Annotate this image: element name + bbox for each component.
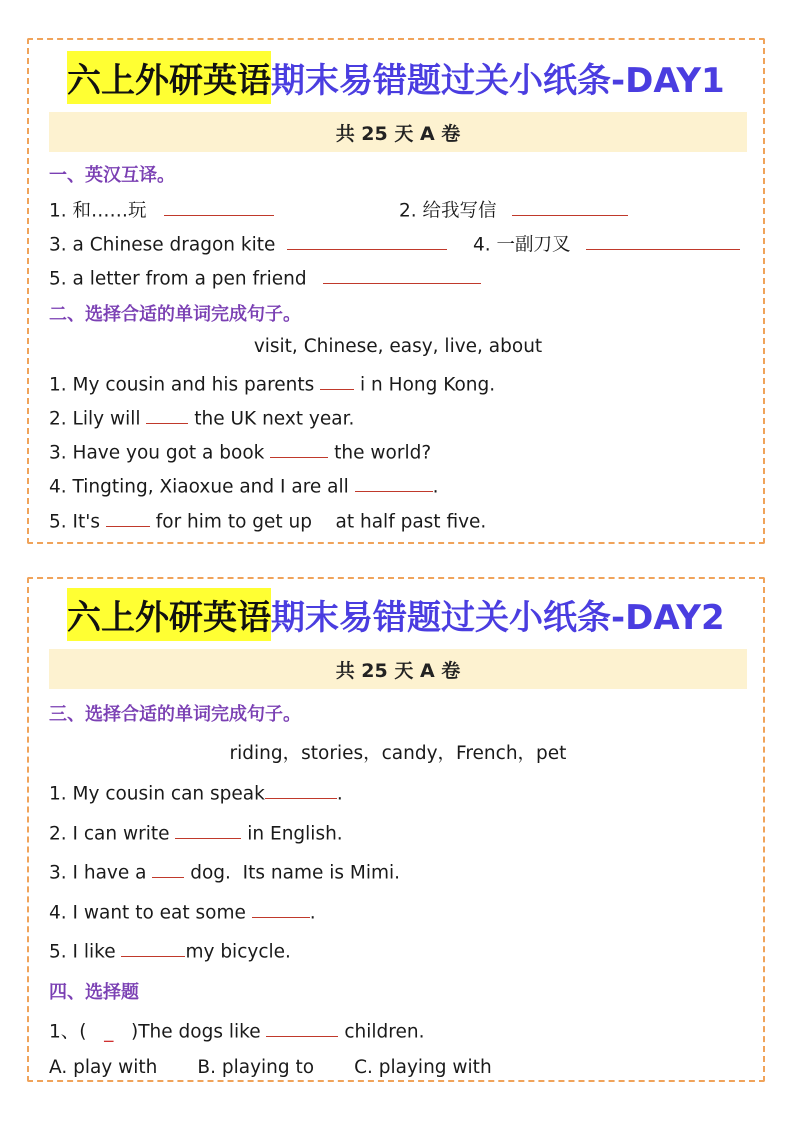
day1-title-highlight: 六上外研英语 [67, 51, 271, 104]
day1-card [27, 38, 765, 544]
sentence-5: 5. I like my bicycle. [49, 937, 291, 962]
sentence-1: 1. My cousin can speak . [49, 779, 343, 804]
translation-item-3: 3. a Chinese dragon kite [49, 230, 447, 255]
day2-title [67, 587, 725, 641]
section4-heading: 四、选择题 [49, 982, 139, 1003]
option-a[interactable]: A. play with [49, 1057, 158, 1078]
sentence-3: 3. I have a dog. Its name is Mimi. [49, 858, 400, 883]
day2-subtitle-bar [49, 649, 747, 689]
section2-word-bank: visit, Chinese, easy, live, about [253, 336, 543, 357]
day2-card [27, 577, 765, 1082]
sentence-1: 1. My cousin and his parents i n Hong Kong. [49, 370, 495, 395]
sentence-4: 4. I want to eat some . [49, 898, 316, 923]
option-b[interactable]: B. playing to [197, 1057, 315, 1078]
day1-subtitle-bar [49, 112, 747, 152]
translation-item-1: 1. 和……玩 [49, 196, 274, 222]
sentence-3: 3. Have you got a book the world? [49, 438, 431, 463]
section2-heading: 二、选择合适的单词完成句子。 [49, 304, 301, 325]
answer-blank[interactable] [175, 819, 241, 839]
translation-item-4: 4. 一副刀叉 [473, 230, 740, 256]
answer-blank[interactable] [355, 472, 433, 492]
day2-title-highlight: 六上外研英语 [67, 588, 271, 641]
sentence-2: 2. I can write in English. [49, 819, 343, 844]
answer-blank[interactable] [152, 858, 184, 878]
section3-heading: 三、选择合适的单词完成句子。 [49, 704, 301, 725]
translation-item-5: 5. a letter from a pen friend [49, 264, 481, 289]
answer-blank[interactable] [164, 196, 274, 216]
answer-blank[interactable] [106, 507, 150, 527]
answer-blank[interactable] [512, 196, 628, 216]
answer-blank[interactable] [586, 230, 740, 250]
translation-item-2: 2. 给我写信 [399, 196, 628, 222]
day1-title [67, 50, 725, 104]
answer-blank[interactable] [252, 898, 310, 918]
answer-blank[interactable] [320, 370, 354, 390]
choice-question-1: 1、( _ )The dogs like children. [49, 1017, 424, 1043]
option-c[interactable]: C. playing with [354, 1057, 492, 1078]
answer-blank[interactable] [270, 438, 328, 458]
sentence-2: 2. Lily will the UK next year. [49, 404, 354, 429]
answer-blank[interactable] [287, 230, 447, 250]
answer-blank[interactable] [121, 937, 185, 957]
sentence-4: 4. Tingting, Xiaoxue and I are all . [49, 472, 439, 497]
choice-options [49, 1057, 492, 1078]
answer-blank[interactable] [323, 264, 481, 284]
section1-heading: 一、英汉互译。 [49, 165, 175, 186]
day2-title-rest: 期末易错题过关小纸条-DAY2 [271, 597, 725, 638]
answer-blank[interactable] [265, 779, 337, 799]
day1-subtitle: 共 25 天 A 卷 [335, 122, 461, 145]
sentence-5: 5. It's for him to get up at half past five. [49, 507, 486, 532]
day1-title-rest: 期末易错题过关小纸条-DAY1 [271, 60, 725, 101]
section3-word-bank: riding，stories，candy，French，pet [229, 743, 567, 764]
answer-blank[interactable] [266, 1017, 338, 1037]
answer-blank[interactable] [146, 404, 188, 424]
day2-subtitle: 共 25 天 A 卷 [335, 659, 461, 682]
answer-mark[interactable]: _ [104, 1021, 114, 1043]
